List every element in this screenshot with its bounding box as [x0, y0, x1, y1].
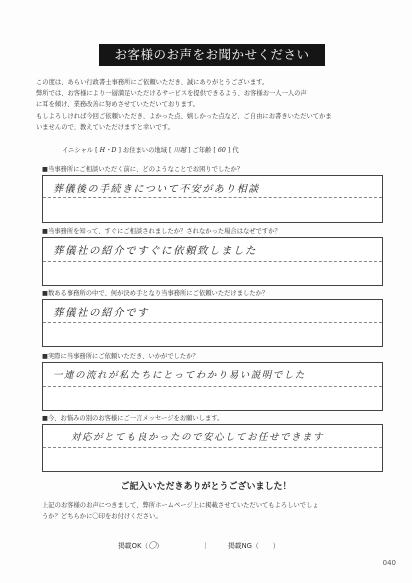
page-title: お客様のお声をお聞かせください	[99, 44, 325, 66]
intro-line: この度は、あらい行政書士事務所にご依頼いただき、誠にありがとうございます。	[36, 79, 269, 86]
ruled-line	[43, 322, 382, 323]
option-separator: ｜	[202, 542, 209, 550]
answer-2: 葬儀社の紹介ですぐに依頼致しました	[53, 245, 257, 257]
area-value: 川越	[173, 147, 187, 154]
publish-ok-label: 掲載OK（	[118, 542, 149, 550]
age-suffix: ] 代	[227, 147, 239, 154]
answer-box-1	[42, 175, 383, 223]
answer-box-5	[42, 424, 383, 472]
intro-line: いませんので、教えていただけますと幸いです。	[36, 123, 174, 131]
ruled-line	[43, 197, 382, 198]
answer-3: 葬儀社の紹介です	[53, 307, 149, 319]
answer-5: 対応がとても良かったので安心してお任せできます	[71, 432, 325, 443]
answer-box-2	[42, 237, 383, 286]
answer-1: 葬儀後の手続きについて不安があり相談	[53, 184, 260, 195]
answer-4: 一連の流れが私たちにとってわかり易い説明でした	[53, 370, 306, 381]
consent-line: 上記のお客様のお声につきまして、弊所ホームページ上に掲載させていただいてもよろしいでしょ	[42, 502, 319, 509]
consent-text	[42, 500, 372, 522]
question-4: ■実際に当事務所にご依頼いただき、いかがでしたか？	[42, 353, 199, 360]
answer-box-4	[42, 362, 383, 411]
intro-line: もしよろしければ今回ご依頼いただき、よかった点、嬉しかった点など、ご自由にお書きいただいてかま	[36, 112, 332, 120]
intro-text	[36, 77, 386, 133]
publish-ok-mark: 〇	[148, 541, 157, 550]
publish-ok-close: ）	[156, 542, 163, 550]
question-3: ■数ある事務所の中で、何が決め手となり当事務所にご依頼いただけましたか？	[42, 290, 269, 297]
publish-ok-option[interactable]	[118, 540, 163, 551]
publish-ng-option[interactable]	[228, 540, 280, 550]
page-number: 040	[382, 559, 396, 567]
age-value: 60	[217, 147, 226, 154]
respondent-info	[62, 145, 239, 154]
ruled-line	[43, 447, 382, 448]
publish-ng-label: 掲載NG（	[228, 542, 259, 550]
intro-line: 弊所では、お客様により一層満足いただけるサービスを提供できるよう、お客様お一人一人の声	[36, 90, 307, 98]
publish-ng-close: ）	[272, 542, 280, 550]
initial-label: イニシャル [	[62, 147, 98, 154]
thank-you-message: ご記入いただきありがとうございました！	[120, 482, 292, 492]
ruled-line	[43, 386, 382, 387]
ruled-line	[43, 261, 382, 262]
answer-box-3	[42, 299, 383, 347]
question-2: ■当事務所を知って、すぐにご相談されましたか？されなかった場合はなぜですか？	[42, 228, 281, 235]
question-1: ■当事務所にご相談いただく前に、どのようなことでお困りでしたか？	[42, 166, 244, 173]
consent-line: うか？どちらかに〇印をお付けください。	[42, 513, 162, 521]
age-label: ] ご年齢 [	[188, 147, 216, 154]
initial-value: H・D	[99, 147, 117, 154]
area-label: ] お住まいの地域 [	[118, 147, 172, 154]
intro-line: に耳を傾け、業務改善に努めさせていただいております。	[36, 101, 199, 109]
question-5: ■今、お悩みの別のお客様にご一言メッセージをお願いします。	[42, 415, 224, 422]
